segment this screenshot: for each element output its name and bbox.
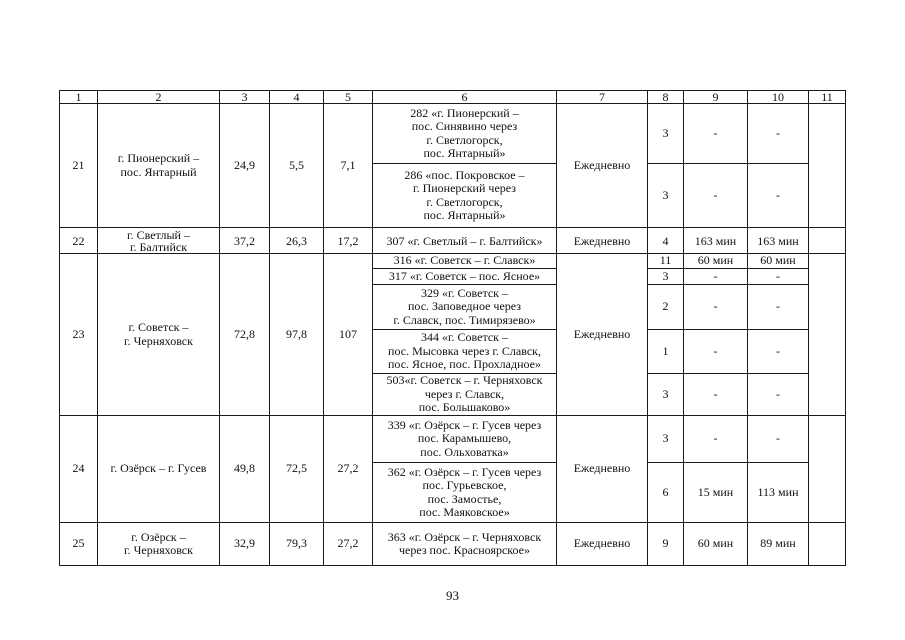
column-header-9: 9 <box>684 91 748 104</box>
column-8-cell: 3 <box>648 164 684 228</box>
endpoints-cell: г. Озёрск – г. Черняховск <box>98 523 220 566</box>
column-header-10: 10 <box>748 91 809 104</box>
schedule-cell: Ежедневно <box>557 523 648 566</box>
table-header-row <box>60 91 846 104</box>
column-8-cell: 3 <box>648 416 684 463</box>
column-5-cell: 107 <box>324 254 373 416</box>
column-10-cell: - <box>748 416 809 463</box>
schedule-cell: Ежедневно <box>557 416 648 523</box>
column-5-cell: 27,2 <box>324 416 373 523</box>
column-9-cell: - <box>684 285 748 330</box>
column-3-cell: 32,9 <box>220 523 270 566</box>
schedule-cell: Ежедневно <box>557 254 648 416</box>
column-11-cell <box>809 254 846 416</box>
column-10-cell: - <box>748 269 809 285</box>
route-cell: 316 «г. Советск – г. Славск» <box>373 254 557 269</box>
column-9-cell: - <box>684 330 748 374</box>
route-cell: 363 «г. Озёрск – г. Черняховск через пос. Красноярское» <box>373 523 557 566</box>
route-cell: 503«г. Советск – г. Черняховск через г. Славск, пос. Большаково» <box>373 374 557 416</box>
column-8-cell: 4 <box>648 228 684 254</box>
page-number: 93 <box>446 588 459 603</box>
endpoints-cell: г. Озёрск – г. Гусев <box>98 416 220 523</box>
row-number-cell: 23 <box>60 254 98 416</box>
column-4-cell: 26,3 <box>270 228 324 254</box>
column-9-cell: - <box>684 164 748 228</box>
column-9-cell: 15 мин <box>684 463 748 523</box>
column-10-cell: 60 мин <box>748 254 809 269</box>
column-header-1: 1 <box>60 91 98 104</box>
column-11-cell <box>809 104 846 228</box>
column-header-8: 8 <box>648 91 684 104</box>
column-4-cell: 72,5 <box>270 416 324 523</box>
route-cell: 307 «г. Светлый – г. Балтийск» <box>373 228 557 254</box>
column-header-11: 11 <box>809 91 846 104</box>
column-10-cell: - <box>748 164 809 228</box>
column-5-cell: 27,2 <box>324 523 373 566</box>
schedule-cell: Ежедневно <box>557 228 648 254</box>
column-10-cell: - <box>748 104 809 164</box>
column-8-cell: 3 <box>648 104 684 164</box>
table-row <box>60 416 846 463</box>
column-header-2: 2 <box>98 91 220 104</box>
routes-table <box>59 90 846 566</box>
column-4-cell: 97,8 <box>270 254 324 416</box>
column-9-cell: - <box>684 269 748 285</box>
column-10-cell: - <box>748 330 809 374</box>
column-8-cell: 6 <box>648 463 684 523</box>
column-10-cell: 113 мин <box>748 463 809 523</box>
table-row <box>60 523 846 566</box>
row-number-cell: 21 <box>60 104 98 228</box>
column-9-cell: 163 мин <box>684 228 748 254</box>
column-3-cell: 37,2 <box>220 228 270 254</box>
row-number-cell: 24 <box>60 416 98 523</box>
table-row <box>60 228 846 254</box>
column-10-cell: - <box>748 285 809 330</box>
column-8-cell: 3 <box>648 269 684 285</box>
schedule-cell: Ежедневно <box>557 104 648 228</box>
column-4-cell: 5,5 <box>270 104 324 228</box>
column-9-cell: - <box>684 416 748 463</box>
column-8-cell: 1 <box>648 330 684 374</box>
column-3-cell: 72,8 <box>220 254 270 416</box>
column-5-cell: 7,1 <box>324 104 373 228</box>
column-8-cell: 2 <box>648 285 684 330</box>
column-11-cell <box>809 416 846 523</box>
endpoints-cell: г. Советск – г. Черняховск <box>98 254 220 416</box>
column-10-cell: 89 мин <box>748 523 809 566</box>
route-cell: 317 «г. Советск – пос. Ясное» <box>373 269 557 285</box>
route-cell: 329 «г. Советск – пос. Заповедное через г. Славск, пос. Тимирязево» <box>373 285 557 330</box>
column-11-cell <box>809 523 846 566</box>
column-4-cell: 79,3 <box>270 523 324 566</box>
column-header-4: 4 <box>270 91 324 104</box>
column-10-cell: 163 мин <box>748 228 809 254</box>
column-header-7: 7 <box>557 91 648 104</box>
column-9-cell: 60 мин <box>684 254 748 269</box>
route-cell: 282 «г. Пионерский – пос. Синявино через г. Светлогорск, пос. Янтарный» <box>373 104 557 164</box>
column-9-cell: - <box>684 374 748 416</box>
column-11-cell <box>809 228 846 254</box>
column-9-cell: 60 мин <box>684 523 748 566</box>
endpoints-cell: г. Светлый – г. Балтийск <box>98 228 220 254</box>
column-10-cell: - <box>748 374 809 416</box>
row-number-cell: 25 <box>60 523 98 566</box>
row-number-cell: 22 <box>60 228 98 254</box>
column-9-cell: - <box>684 104 748 164</box>
table-row <box>60 254 846 269</box>
column-5-cell: 17,2 <box>324 228 373 254</box>
endpoints-cell: г. Пионерский – пос. Янтарный <box>98 104 220 228</box>
route-cell: 362 «г. Озёрск – г. Гусев через пос. Гурьевское, пос. Замостье, пос. Маяковское» <box>373 463 557 523</box>
route-cell: 344 «г. Советск – пос. Мысовка через г. Славск, пос. Ясное, пос. Прохладное» <box>373 330 557 374</box>
column-8-cell: 11 <box>648 254 684 269</box>
route-cell: 286 «пос. Покровское – г. Пионерский через г. Светлогорск, пос. Янтарный» <box>373 164 557 228</box>
column-8-cell: 3 <box>648 374 684 416</box>
route-cell: 339 «г. Озёрск – г. Гусев через пос. Карамышево, пос. Ольховатка» <box>373 416 557 463</box>
table-row <box>60 104 846 164</box>
column-8-cell: 9 <box>648 523 684 566</box>
column-header-6: 6 <box>373 91 557 104</box>
column-header-3: 3 <box>220 91 270 104</box>
column-3-cell: 24,9 <box>220 104 270 228</box>
column-header-5: 5 <box>324 91 373 104</box>
column-3-cell: 49,8 <box>220 416 270 523</box>
